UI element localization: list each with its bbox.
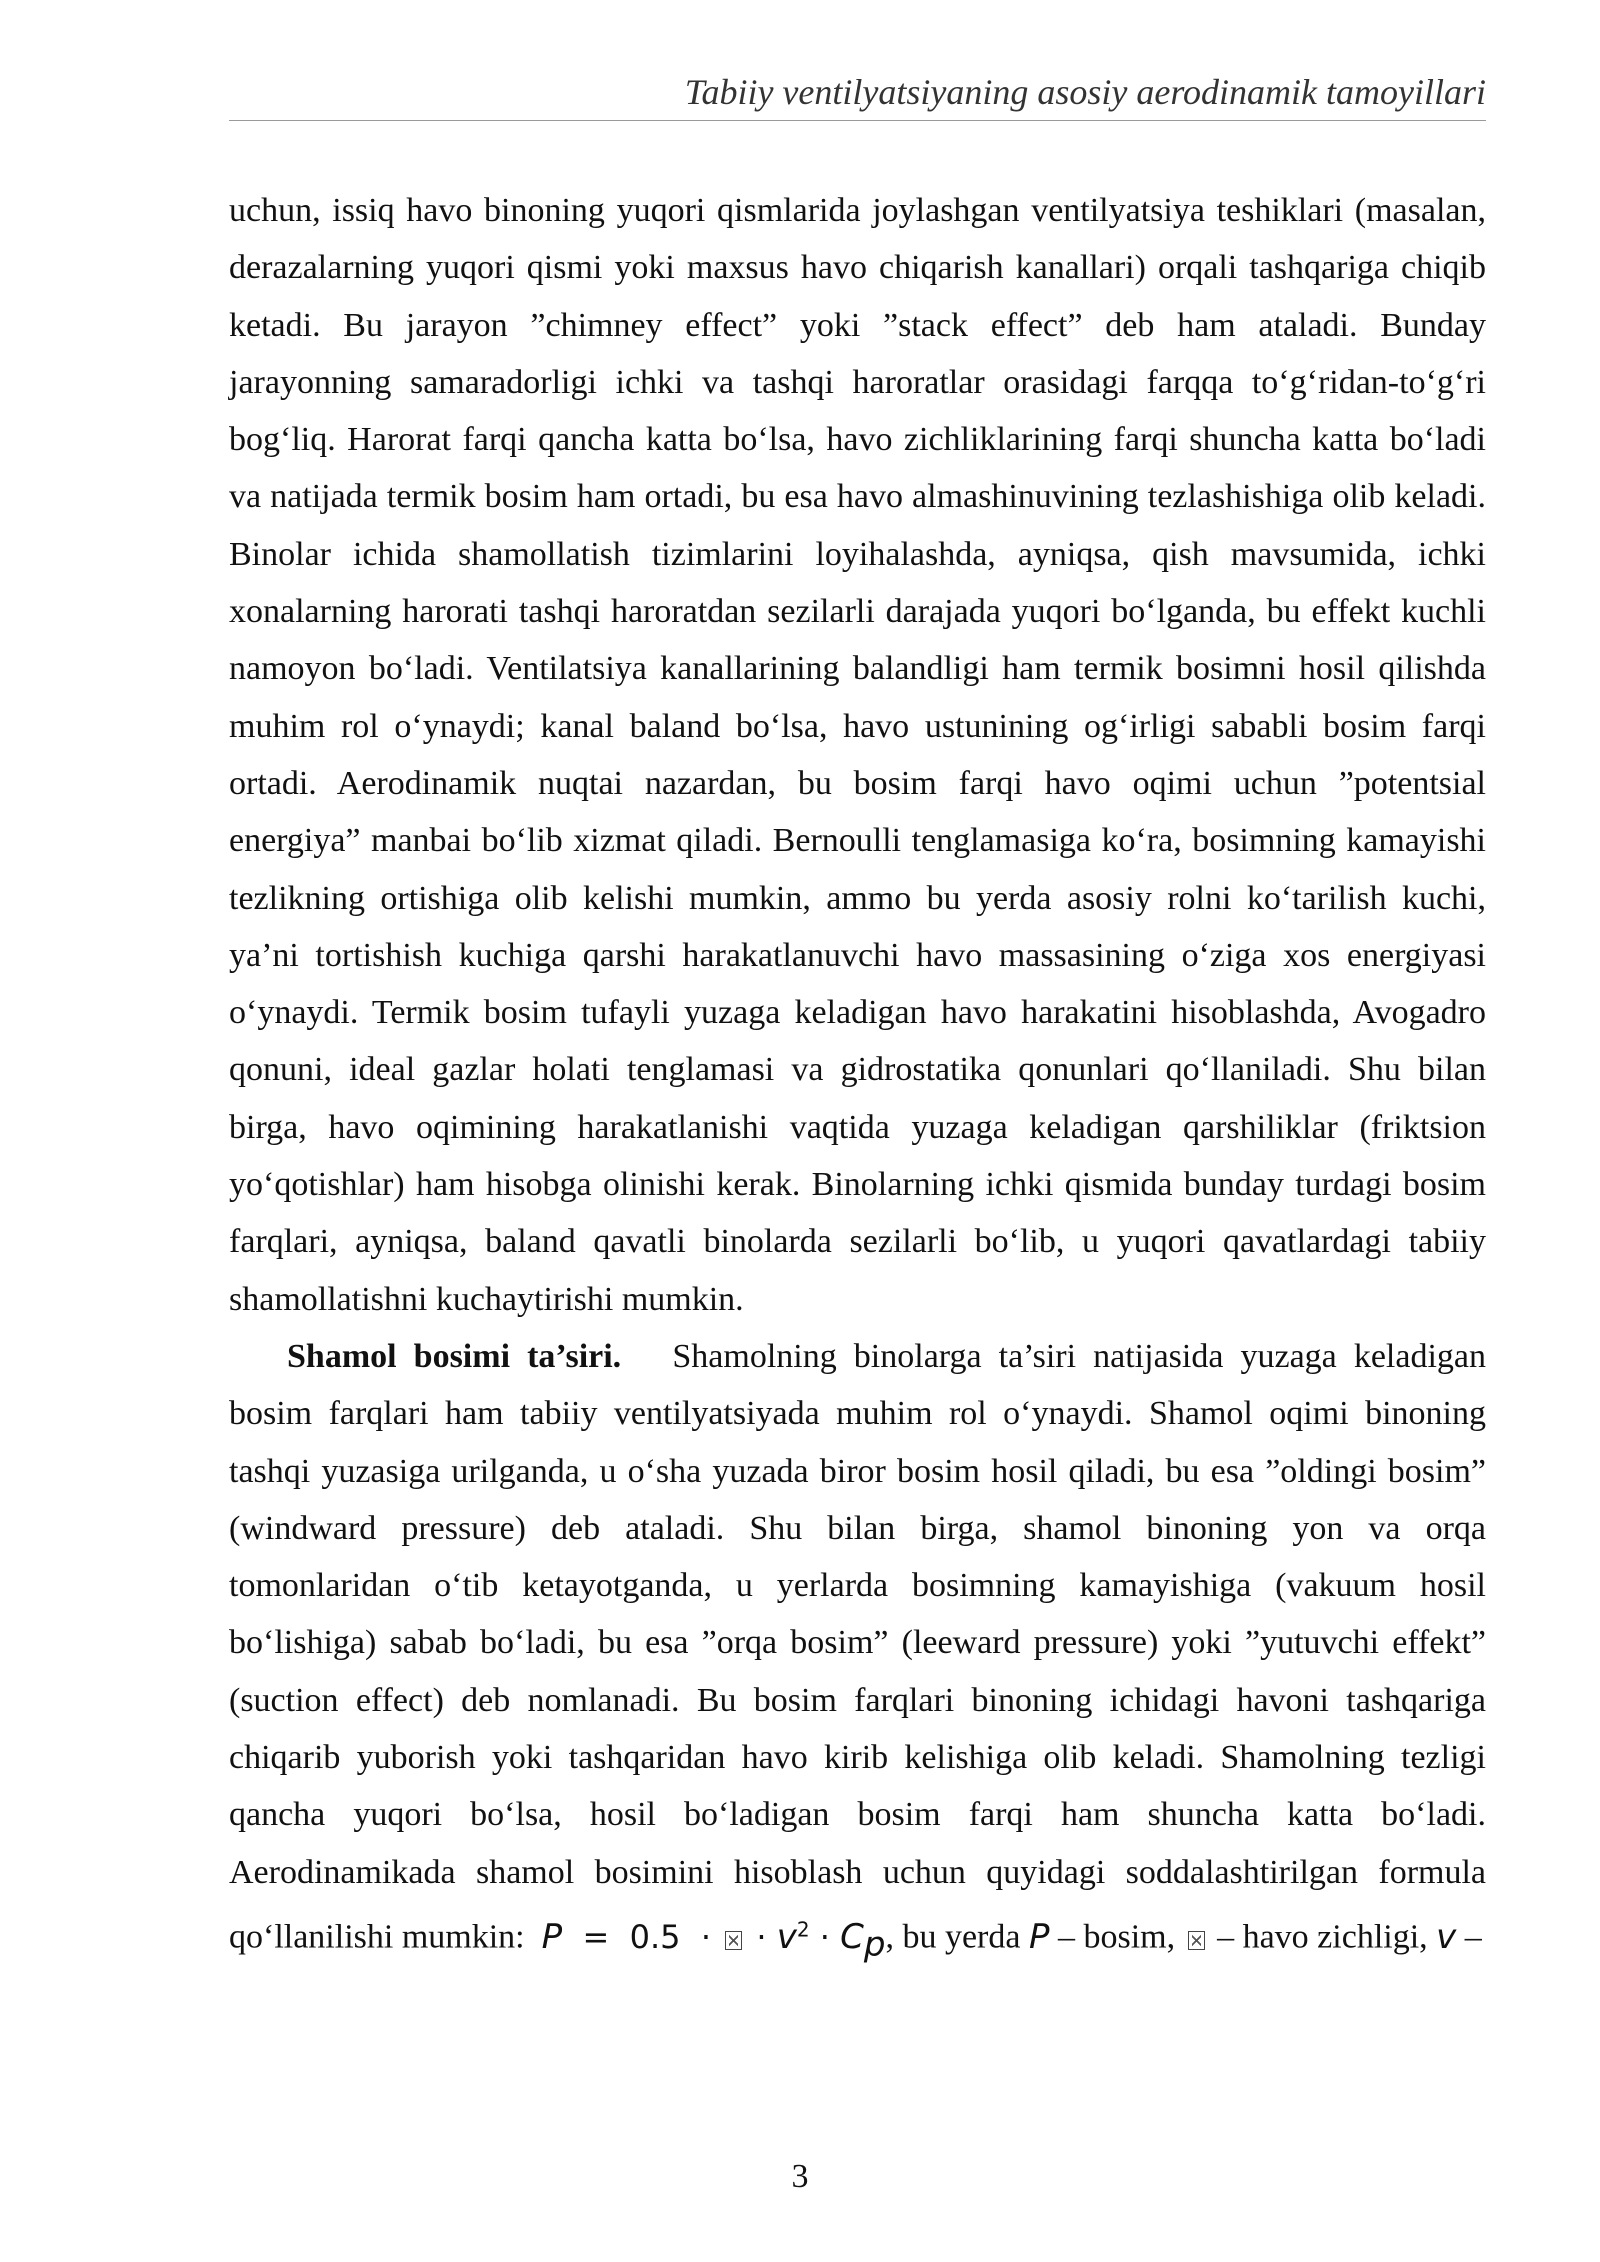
formula-tail: – havo zichligi,: [1217, 1918, 1428, 1956]
paragraph-stack-effect: uchun, issiq havo binoning yuqori qismlarida joylashgan ventilyatsiya teshiklari (masalan, derazalarning yuqori qismi yoki maxsus havo chiqarish kanallari) orqali tashqariga chiqib ketadi. Bu jarayon ”chimney effect” yoki ”stack effect” deb ham ataladi. Bunday jarayonning samaradorligi ichki va tashqi haroratlar orasidagi farqqa to‘g‘ridan-to‘g‘ri bog‘liq. Harorat farqi qancha katta bo‘lsa, havo zichliklarining farqi shuncha katta bo‘ladi va natijada termik bosim ham ortadi, bu esa havo almashinuvining tezlashishiga olib keladi. Binolar ichida shamollatish tizimlarini loyihalashda, ayniqsa, qish mavsumida, ichki xonalarning harorati tashqi haroratdan sezilarli darajada yuqori bo‘lganda, bu effekt kuchli namoyon bo‘ladi. Ventilatsiya kanallarining balandligi ham termik bosimni hosil qilishda muhim rol o‘ynaydi; kanal baland bo‘lsa, havo ustunining og‘irligi sababli bosim farqi ortadi. Aerodinamik nuqtai nazardan, bu bosim farqi havo oqimi uchun ”potentsial energiya” manbai bo‘lib xizmat qiladi. Bernoulli tenglamasiga ko‘ra, bosimning kamayishi tezlikning ortishiga olib kelishi mumkin, ammo bu yerda asosiy rolni ko‘tarilish kuchi, ya’ni tortishish kuchiga qarshi harakatlanuvchi havo massasining o‘ziga xos energiyasi o‘ynaydi. Termik bosim tufayli yuzaga keladigan havo harakatini hisoblashda, Avogadro qonuni, ideal gazlar holati tenglamasi va gidrostatika qonunlari qo‘llaniladi. Shu bilan birga, havo oqimining harakatlanishi vaqtida yuzaga keladigan qarshiliklar (friktsion yo‘qotishlar) ham hisobga olinishi kerak. Binolarning ichki qismida bunday turdagi bosim farqlari, ayniqsa, baland qavatli binolarda sezilarli bo‘lib, u yuqori qavatlardagi tabiiy shamollatishni kuchaytirishi mumkin.: [229, 192, 1486, 1318]
formula-var-p: P: [1028, 1916, 1050, 1957]
formula-var-c: C: [840, 1916, 864, 1957]
formula-dot: ·: [819, 1917, 830, 1956]
wind-pressure-formula: [541, 1916, 886, 1964]
running-header: Tabiiy ventilyatsiyaning asosiy aerodinamik tamoyillari: [684, 72, 1486, 112]
formula-dot: ·: [700, 1917, 712, 1956]
body-text: [229, 182, 1486, 1973]
formula-exponent: 2: [796, 1916, 810, 1941]
formula-var-v: v: [1436, 1916, 1457, 1957]
missing-glyph-rho-icon: [1188, 1931, 1205, 1950]
formula-tail: –: [1464, 1918, 1482, 1956]
page-number: 3: [791, 2158, 809, 2195]
formula-var-v: v: [776, 1916, 797, 1957]
formula-tail: , bu yerda: [885, 1918, 1021, 1956]
missing-glyph-rho-icon: [725, 1931, 742, 1950]
formula-subscript: p: [863, 1923, 886, 1964]
formula-var-p: P: [541, 1916, 563, 1957]
section-run-in-heading: Shamol bosimi ta’siri.: [287, 1337, 622, 1375]
formula-tail: – bosim,: [1057, 1918, 1176, 1956]
formula-dot: ·: [756, 1917, 767, 1956]
paragraph-wind-pressure: [229, 1328, 1486, 1973]
formula-equals: =: [582, 1917, 610, 1956]
header-rule: [229, 120, 1486, 121]
paragraph-text: Shamolning binolarga ta’siri natijasida yuzaga keladigan bosim farqlari ham tabiiy ventilyatsiyada muhim rol o‘ynaydi. Shamol oqimi binoning tashqi yuzasiga urilganda, u o‘sha yuzada biror bosim hosil qiladi, bu esa ”oldingi bosim” (windward pressure) deb ataladi. Shu bilan birga, shamol binoning yon va orqa tomonlaridan o‘tib ketayotganda, u yerlarda bosimning kamayishiga (vakuum hosil bo‘lishiga) sabab bo‘ladi, bu esa ”orqa bosim” (leeward pressure) yoki ”yutuvchi effekt” (suction effect) deb nomlanadi. Bu bosim farqlari binoning ichidagi havoni tashqariga chiqarib yuborish yoki tashqaridan havo kirib kelishiga olib keladi. Shamolning tezligi qancha yuqori bo‘lsa, hosil bo‘ladigan bosim farqi ham shuncha katta bo‘ladi. Aerodinamikada shamol bosimini hisoblash uchun quyidagi soddalashtirilgan formula qo‘llanilishi mumkin:: [229, 1337, 1487, 1956]
formula-coefficient: 0.5: [629, 1917, 681, 1956]
